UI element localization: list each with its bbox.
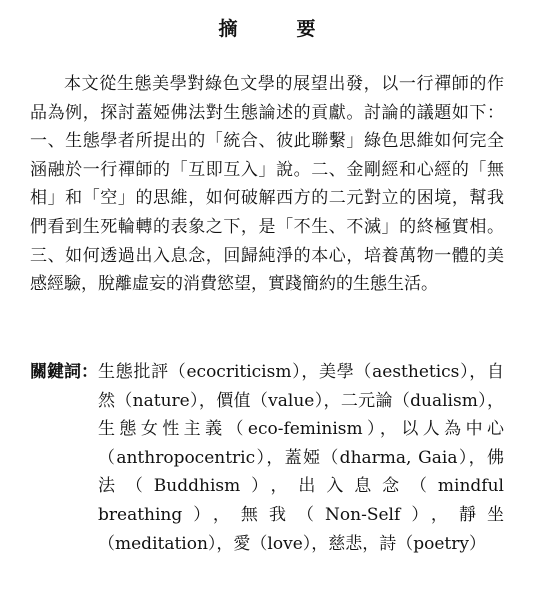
abstract-body: 本文從生態美學對綠色文學的展望出發，以一行禪師的作品為例，探討蓋婭佛法對生態論述的貢獻。討論的議題如下：一、生態學者所提出的「統合、彼此聯繫」綠色思維如何完全涵融於一行禪師的「互即互入」說。二、金剛經和心經的「無相」和「空」的思維，如何破解西方的二元對立的困境，幫我們看到生死輪轉的表象之下，是「不生、不滅」的終極實相。三、如何透過出入息念，回歸純淨的本心，培養萬物一體的美感經驗，脫離虛妄的消費慾望，實踐簡約的生態生活。 xyxy=(30,74,504,295)
keywords-section xyxy=(30,358,504,558)
keywords-list: 生態批評（ecocriticism），美學（aesthetics），自然（nature），價值（value），二元論（dualism），生態女性主義（eco-feminism），以人為中心（anthropocentric），蓋婭（dharma, Gaia），佛法（Buddhism），出入息念（mindful breathing），無我（Non-Self），靜坐（meditation），愛（love），慈悲，詩（poetry） xyxy=(98,362,504,554)
abstract-title: 摘 要 xyxy=(218,18,336,40)
keywords-label: 關鍵詞： xyxy=(30,362,98,382)
